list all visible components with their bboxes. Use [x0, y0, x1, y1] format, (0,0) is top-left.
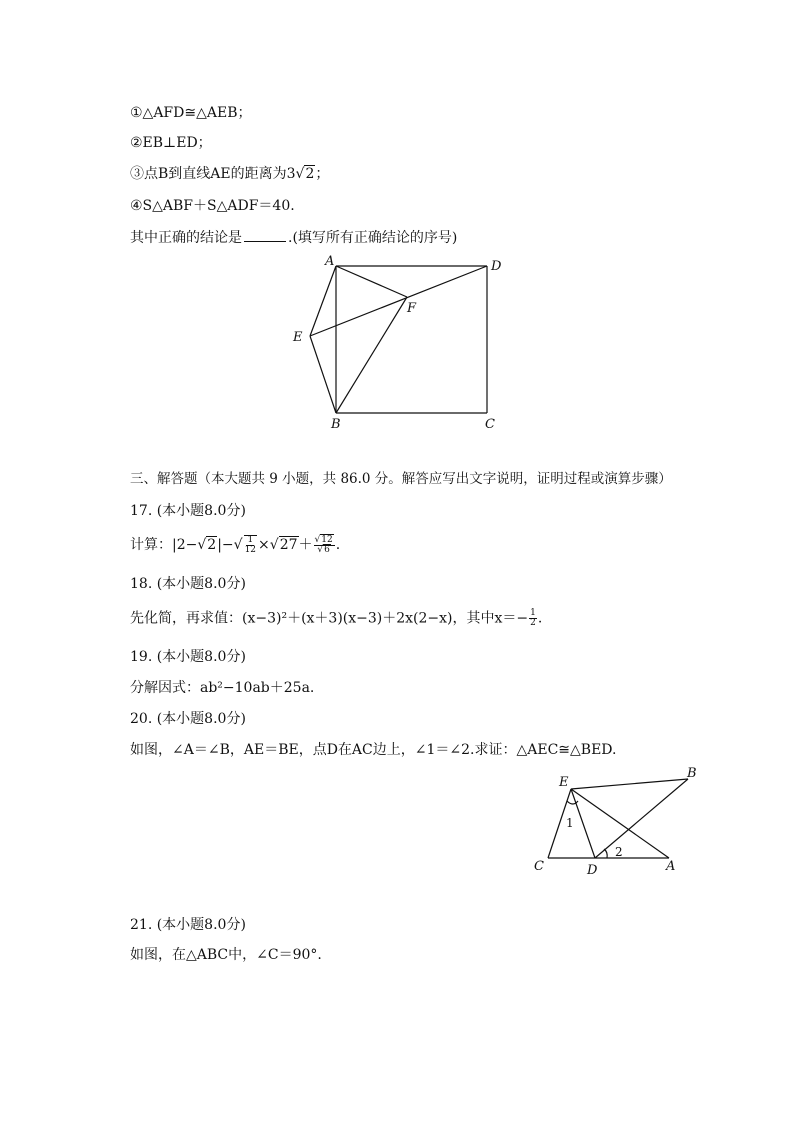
q19-expression: 分解因式：ab²−10ab＋25a. [130, 680, 315, 696]
q17-times: × [258, 537, 270, 553]
label-angle-1: 1 [566, 816, 574, 830]
statement-3-text: ③点B到直线AE的距离为3 [130, 166, 296, 182]
q17-frac1 [244, 535, 257, 555]
q17-frac2-num: 12 [321, 534, 333, 545]
q17-pre: 计算：|2− [130, 537, 198, 553]
radical-sign: √ [295, 166, 305, 182]
label-a: A [666, 859, 676, 874]
q17-mid: |− [217, 537, 234, 553]
q17-heading: 17. (本小题8.0分) [130, 503, 246, 519]
figure-triangles-aec-bed [525, 762, 715, 882]
q18-text: 先化简，再求值：(x−3)²＋(x＋3)(x−3)＋2x(2−x)，其中x＝− [130, 610, 529, 627]
q19-heading: 19. (本小题8.0分) [130, 649, 246, 665]
q17-end: . [335, 537, 341, 553]
segment-af [336, 266, 407, 297]
statement-4: ④S△ABF＋S△ADF＝40. [130, 198, 295, 214]
label-e: E [559, 775, 569, 790]
label-d: D [587, 863, 598, 878]
label-d: D [491, 259, 502, 274]
label-f: F [407, 301, 417, 316]
q17-rad2: 2 [207, 537, 217, 553]
label-e: E [293, 330, 303, 345]
q17-frac2-den-wrap: √6 [317, 544, 330, 555]
statement-2: ②EB⊥ED； [130, 135, 212, 151]
q18-end: . [537, 610, 543, 627]
segment-eb [571, 779, 688, 789]
segment-ae [310, 266, 336, 336]
q16-prompt-post: .(填写所有正确结论的序号) [288, 230, 458, 246]
label-c: C [534, 859, 544, 874]
statement-1: ①△AFD≅△AEB； [130, 105, 252, 121]
radical-sign: √ [269, 537, 279, 553]
q17-frac2-den: 6 [324, 544, 330, 555]
label-angle-2: 2 [615, 845, 623, 859]
q18-expression [130, 609, 542, 628]
q21-heading: 21. (本小题8.0分) [130, 917, 246, 933]
q20-heading: 20. (本小题8.0分) [130, 711, 246, 727]
figure-square-abcd [285, 250, 515, 435]
q17-plus: ＋ [298, 537, 313, 553]
q18-heading: 18. (本小题8.0分) [130, 576, 246, 592]
answer-blank[interactable] [244, 229, 286, 242]
q18-frac [529, 609, 537, 628]
segment-bf [336, 297, 407, 413]
statement-3 [130, 165, 329, 183]
label-a: A [325, 254, 335, 269]
radical-sign: √ [233, 537, 243, 553]
q20-statement: 如图，∠A＝∠B，AE＝BE，点D在AC边上，∠1＝∠2.求证：△AEC≅△BED. [130, 742, 617, 758]
q17-expression [130, 535, 340, 555]
label-b: B [331, 417, 341, 432]
radical-sign: √ [197, 537, 207, 553]
q17-rad27: 27 [279, 537, 298, 553]
statement-3-radicand: 2 [305, 166, 315, 182]
label-c: C [485, 417, 495, 432]
q18-frac-num: 1 [530, 608, 536, 618]
q17-frac1-num: 1 [247, 535, 254, 545]
q16-prompt-pre: 其中正确的结论是 [130, 230, 242, 246]
label-b: B [687, 766, 697, 781]
q21-statement: 如图，在△ABC中，∠C＝90°. [130, 947, 322, 963]
segment-db [595, 779, 688, 858]
segment-ed [571, 789, 595, 858]
segment-eb [310, 336, 336, 413]
q18-frac-den: 2 [530, 618, 536, 628]
q16-prompt [130, 229, 457, 247]
statement-3-end: ； [315, 166, 330, 182]
q17-frac1-den: 12 [244, 545, 257, 555]
section-3-heading: 三、解答题（本大题共 9 小题，共 86.0 分。解答应写出文字说明，证明过程或演算步骤） [130, 471, 672, 487]
q17-frac2-num-wrap: √12 [314, 534, 333, 545]
q17-frac2 [314, 536, 335, 555]
